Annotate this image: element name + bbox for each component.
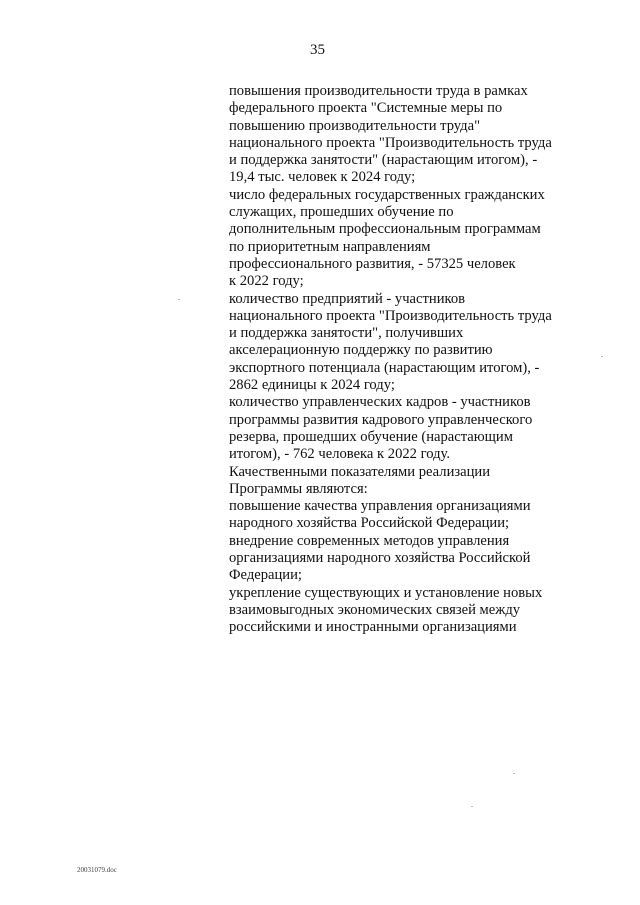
text-line: экспортного потенциала (нарастающим итогом), - xyxy=(229,359,540,376)
text-line: повышения производительности труда в рамках xyxy=(229,83,528,99)
text-line: российскими и иностранными организациями xyxy=(229,619,517,636)
body-text xyxy=(229,83,574,637)
page-number: 35 xyxy=(310,42,325,58)
text-line: Качественными показателями реализации xyxy=(229,463,491,480)
text-line: национального проекта "Производительность труда xyxy=(229,307,552,324)
scan-speck xyxy=(471,806,473,807)
text-line: по приоритетным направлениям xyxy=(229,238,431,255)
text-line: Программы являются: xyxy=(229,480,368,497)
text-line: и поддержка занятости" (нарастающим итогом), - xyxy=(229,152,538,169)
text-line: 2862 единицы к 2024 году; xyxy=(229,377,395,394)
text-line: внедрение современных методов управления xyxy=(229,532,510,549)
text-line: национального проекта "Производительность труда xyxy=(229,134,552,151)
text-line: служащих, прошедших обучение по xyxy=(229,204,454,221)
text-line: к 2022 году; xyxy=(229,273,304,290)
text-line: 19,4 тыс. человек к 2024 году; xyxy=(229,169,416,186)
text-line: итогом), - 762 человека к 2022 году. xyxy=(229,446,451,463)
scan-speck xyxy=(513,773,515,774)
text-line: повышение качества управления организациями xyxy=(229,498,531,515)
text-line: резерва, прошедших обучение (нарастающим xyxy=(229,428,513,445)
text-line: акселерационную поддержку по развитию xyxy=(229,342,493,359)
text-line: число федеральных государственных гражданских xyxy=(229,186,545,203)
scan-speck xyxy=(601,356,603,357)
text-line: Федерации; xyxy=(229,567,302,584)
text-line: организациями народного хозяйства Российской xyxy=(229,550,531,567)
text-line: повышению производительности труда" xyxy=(229,117,481,134)
text-line: профессионального развития, - 57325 человек xyxy=(229,255,516,272)
text-line: количество управленческих кадров - участников xyxy=(229,394,531,411)
text-line: количество предприятий - участников xyxy=(229,290,466,307)
text-line: федерального проекта "Системные меры по xyxy=(229,100,503,117)
text-line: взаимовыгодных экономических связей между xyxy=(229,601,521,618)
text-line: дополнительным профессиональным программам xyxy=(229,221,541,238)
document-filename: 20031079.doc xyxy=(77,866,117,874)
text-line: и поддержка занятости", получивших xyxy=(229,325,464,342)
text-line: программы развития кадрового управленческого xyxy=(229,411,533,428)
text-line: укрепление существующих и установление новых xyxy=(229,584,543,601)
scan-speck xyxy=(178,299,180,300)
text-line: народного хозяйства Российской Федерации; xyxy=(229,515,510,532)
